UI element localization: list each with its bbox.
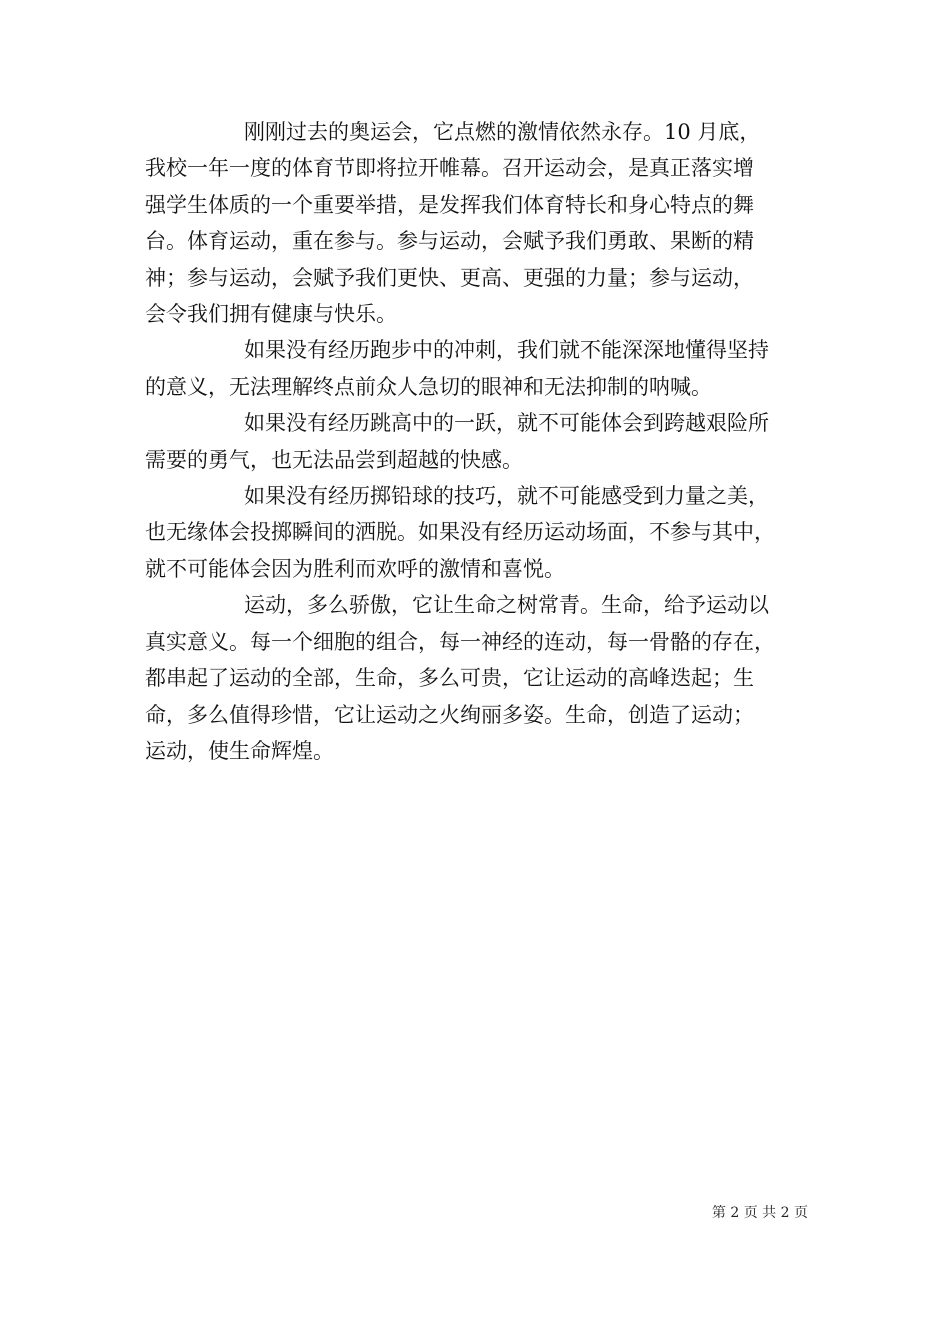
text-line: 的意义，无法理解终点前众人急切的眼神和无法抑制的呐喊。 (145, 374, 712, 399)
text-line: 都串起了运动的全部，生命，多么可贵，它让运动的高峰迭起；生 (145, 666, 754, 691)
paragraph-5 (145, 587, 810, 769)
text-line: 如果没有经历掷铅球的技巧，就不可能感受到力量之美， (244, 484, 769, 509)
document-body (145, 114, 810, 769)
text-line: 刚刚过去的奥运会，它点燃的激情依然永存。10 月底， (244, 120, 761, 144)
text-line: 如果没有经历跑步中的冲刺，我们就不能深深地懂得坚持 (244, 338, 769, 363)
text-line: 运动，使生命辉煌。 (145, 738, 334, 763)
text-line: 就不可能体会因为胜利而欢呼的激情和喜悦。 (145, 556, 565, 581)
paragraph-2 (145, 332, 810, 405)
text-line: 也无缘体会投掷瞬间的洒脱。如果没有经历运动场面，不参与其中， (145, 520, 775, 545)
paragraph-3 (145, 405, 810, 478)
text-line: 真实意义。每一个细胞的组合，每一神经的连动，每一骨骼的存在， (145, 629, 775, 654)
text-line: 神；参与运动，会赋予我们更快、更高、更强的力量；参与运动， (145, 265, 754, 290)
text-line: 我校一年一度的体育节即将拉开帷幕。召开运动会，是真正落实增 (145, 156, 754, 181)
text-line: 台。体育运动，重在参与。参与运动，会赋予我们勇敢、果断的精 (145, 229, 754, 254)
paragraph-4 (145, 478, 810, 587)
page-number-footer: 第 2 页 共 2 页 (711, 1205, 808, 1221)
text-line: 命，多么值得珍惜，它让运动之火绚丽多姿。生命，创造了运动； (145, 702, 754, 727)
text-line: 会令我们拥有健康与快乐。 (145, 302, 397, 327)
text-line: 如果没有经历跳高中的一跃，就不可能体会到跨越艰险所 (244, 411, 769, 436)
paragraph-1 (145, 114, 810, 332)
text-line: 运动，多么骄傲，它让生命之树常青。生命，给予运动以 (244, 593, 769, 618)
text-line: 强学生体质的一个重要举措，是发挥我们体育特长和身心特点的舞 (145, 192, 754, 217)
text-line: 需要的勇气，也无法品尝到超越的快感。 (145, 447, 523, 472)
